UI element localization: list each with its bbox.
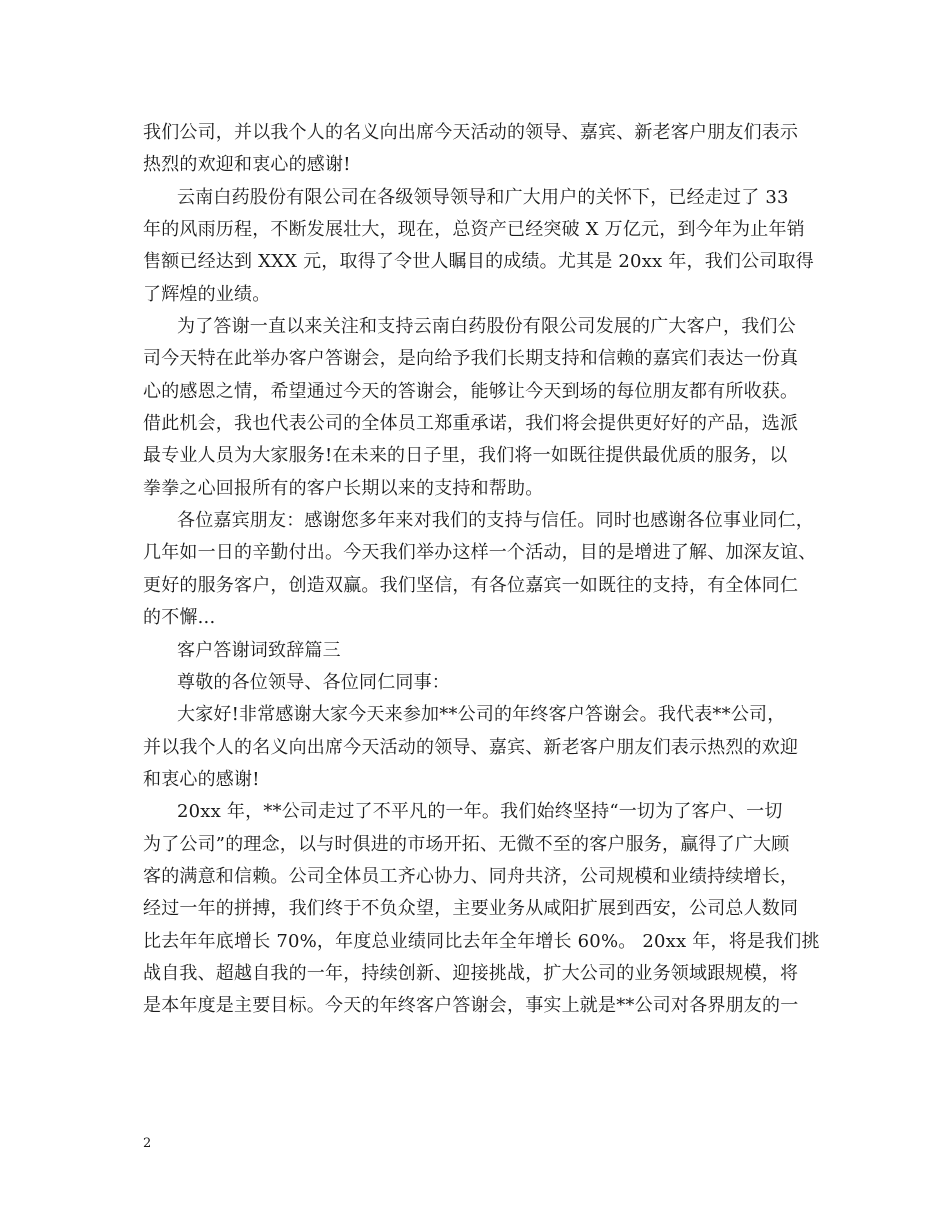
text-line: 心的感恩之情，希望通过今天的答谢会，能够让今天到场的每位朋友都有所收获。 [143,380,799,402]
text-line: 客户答谢词致辞篇三 [177,639,341,661]
text-line: 是本年度是主要目标。今天的年终客户答谢会，事实上就是**公司对各界朋友的一 [143,995,799,1017]
text-line: 借此机会，我也代表公司的全体员工郑重承诺，我们将会提供更好好的产品，选派 [143,413,799,435]
text-line: 客的满意和信赖。公司全体员工齐心协力、同舟共济，公司规模和业绩持续增长， [143,865,799,887]
text-line: 的不懈... [143,607,216,629]
text-line: 为了答谢一直以来关注和支持云南白药股份有限公司发展的广大客户，我们公 [177,316,796,338]
text-line: 几年如一日的辛勤付出。今天我们举办这样一个活动，目的是增进了解、加深友谊、 [143,542,817,564]
page-number: 2 [143,1136,152,1151]
text-line: 各位嘉宾朋友：感谢您多年来对我们的支持与信任。同时也感谢各位事业同仁， [177,510,814,532]
text-line: 了辉煌的业绩。 [143,283,271,305]
text-line: 司今天特在此举办客户答谢会，是向给予我们长期支持和信赖的嘉宾们表达一份真 [143,348,799,370]
text-line: 我们公司，并以我个人的名义向出席今天活动的领导、嘉宾、新老客户朋友们表示 [143,122,799,143]
text-line: 更好的服务客户，创造双赢。我们坚信，有各位嘉宾一如既往的支持，有全体同仁 [143,574,799,596]
text-line: 大家好!非常感谢大家今天来参加**公司的年终客户答谢会。我代表**公司， [177,704,786,726]
text-line: 拳拳之心回报所有的客户长期以来的支持和帮助。 [143,477,544,499]
text-line: 20xx 年，**公司走过了不平凡的一年。我们始终坚持“一切为了客户、一切 [177,801,783,823]
text-line: 尊敬的各位领导、各位同仁同事： [177,671,450,693]
text-line: 经过一年的拼搏，我们终于不负众望，主要业务从咸阳扩展到西安，公司总人数同 [143,898,799,920]
text-line: 比去年年底增长 70%，年度总业绩同比去年全年增长 60%。 20xx 年，将是我们挑 [143,930,820,952]
text-line: 并以我个人的名义向出席今天活动的领导、嘉宾、新老客户朋友们表示热烈的欢迎 [143,736,799,758]
text-line: 和衷心的感谢! [143,768,260,790]
document-body [143,117,820,1023]
text-line: 云南白药股份有限公司在各级领导领导和广大用户的关怀下，已经走过了 33 [177,186,789,208]
text-line: 战自我、超越自我的一年，持续创新、迎接挑战，扩大公司的业务领域跟规模，将 [143,962,799,984]
text-line: 售额已经达到 XXX 元，取得了令世人瞩目的成绩。尤其是 20xx 年，我们公司取得 [143,251,814,273]
text-line: 年的风雨历程，不断发展壮大，现在，总资产已经突破 X 万亿元，到今年为止年销 [143,219,805,241]
text-line: 热烈的欢迎和衷心的感谢! [143,154,351,176]
text-line: 最专业人员为大家服务!在未来的日子里，我们将一如既往提供最优质的服务，以 [143,445,788,467]
text-line: 为了公司”的理念，以与时俱进的市场开拓、无微不至的客户服务，赢得了广大顾 [143,833,790,855]
